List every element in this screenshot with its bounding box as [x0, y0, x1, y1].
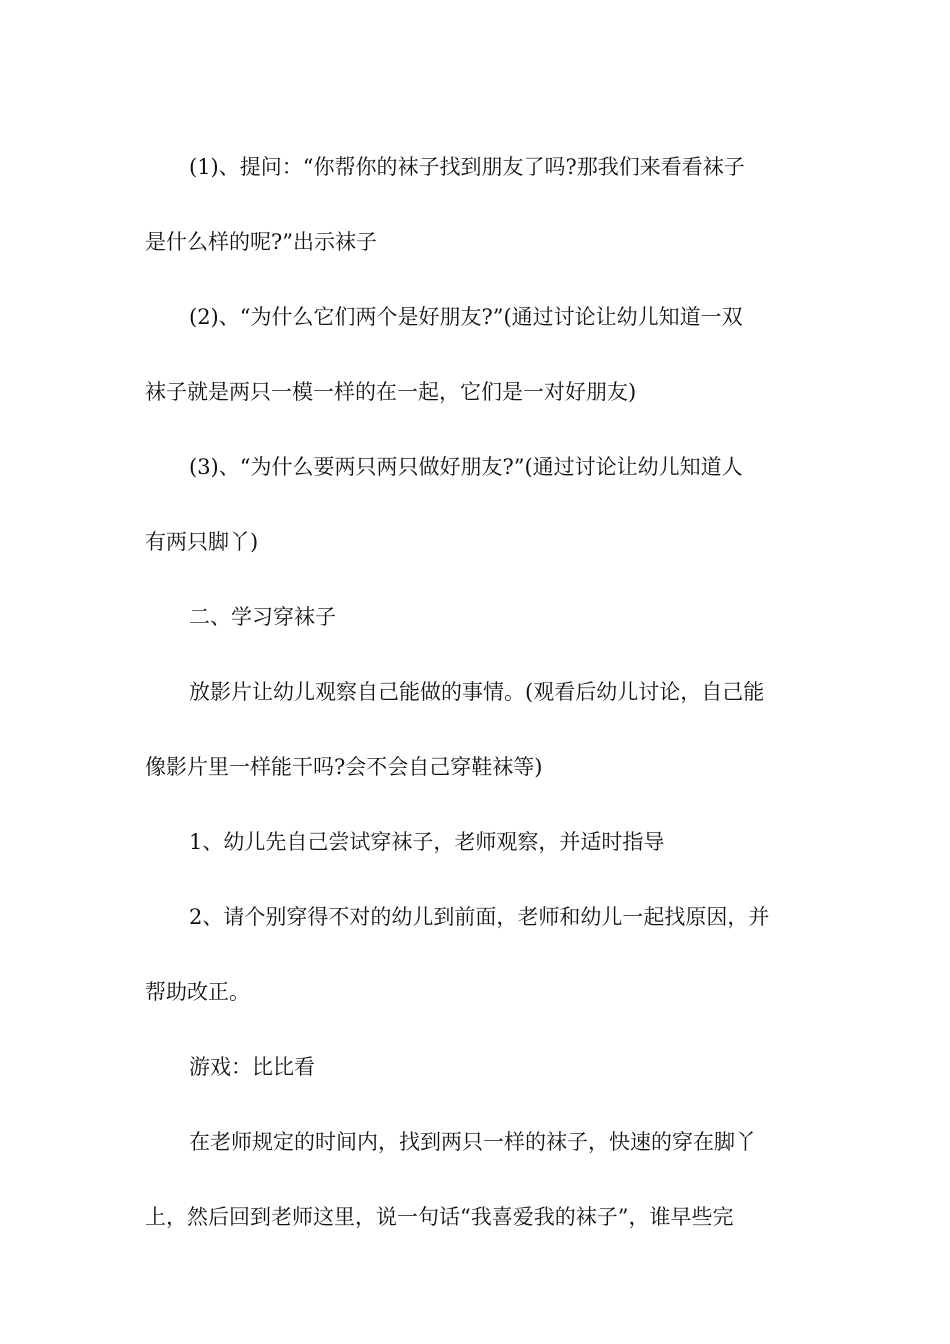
text-line: (1)、提问：“你帮你的袜子找到朋友了吗?那我们来看看袜子	[189, 155, 745, 179]
paragraph-3	[145, 430, 805, 580]
text-line: 二、学习穿袜子	[189, 605, 336, 629]
text-line: 像影片里一样能干吗?会不会自己穿鞋袜等)	[145, 755, 543, 779]
text-line: 上，然后回到老师这里，说一句话“我喜爱我的袜子”，谁早些完	[145, 1205, 734, 1229]
section-heading	[145, 580, 805, 655]
paragraph-6	[145, 805, 805, 880]
text-line: 1、幼儿先自己尝试穿袜子，老师观察，并适时指导	[189, 830, 665, 854]
text-line: 袜子就是两只一模一样的在一起，它们是一对好朋友)	[145, 380, 637, 404]
text-line: 放影片让幼儿观察自己能做的事情。(观看后幼儿讨论，自己能	[189, 680, 765, 704]
text-line: 帮助改正。	[145, 980, 250, 1004]
document-body	[145, 130, 805, 1255]
text-line: (3)、“为什么要两只两只做好朋友?”(通过讨论让幼儿知道人	[189, 455, 743, 479]
text-line: 在老师规定的时间内，找到两只一样的袜子，快速的穿在脚丫	[189, 1130, 756, 1154]
text-line: 2、请个别穿得不对的幼儿到前面，老师和幼儿一起找原因，并	[189, 905, 770, 929]
paragraph-1	[145, 130, 805, 280]
game-heading	[145, 1030, 805, 1105]
text-line: (2)、“为什么它们两个是好朋友?”(通过讨论让幼儿知道一双	[189, 305, 743, 329]
text-line: 有两只脚丫)	[145, 530, 259, 554]
paragraph-5	[145, 655, 805, 805]
paragraph-2	[145, 280, 805, 430]
text-line: 是什么样的呢?”出示袜子	[145, 230, 377, 254]
paragraph-7	[145, 880, 805, 1030]
paragraph-9	[145, 1105, 805, 1255]
text-line: 游戏：比比看	[189, 1055, 315, 1079]
